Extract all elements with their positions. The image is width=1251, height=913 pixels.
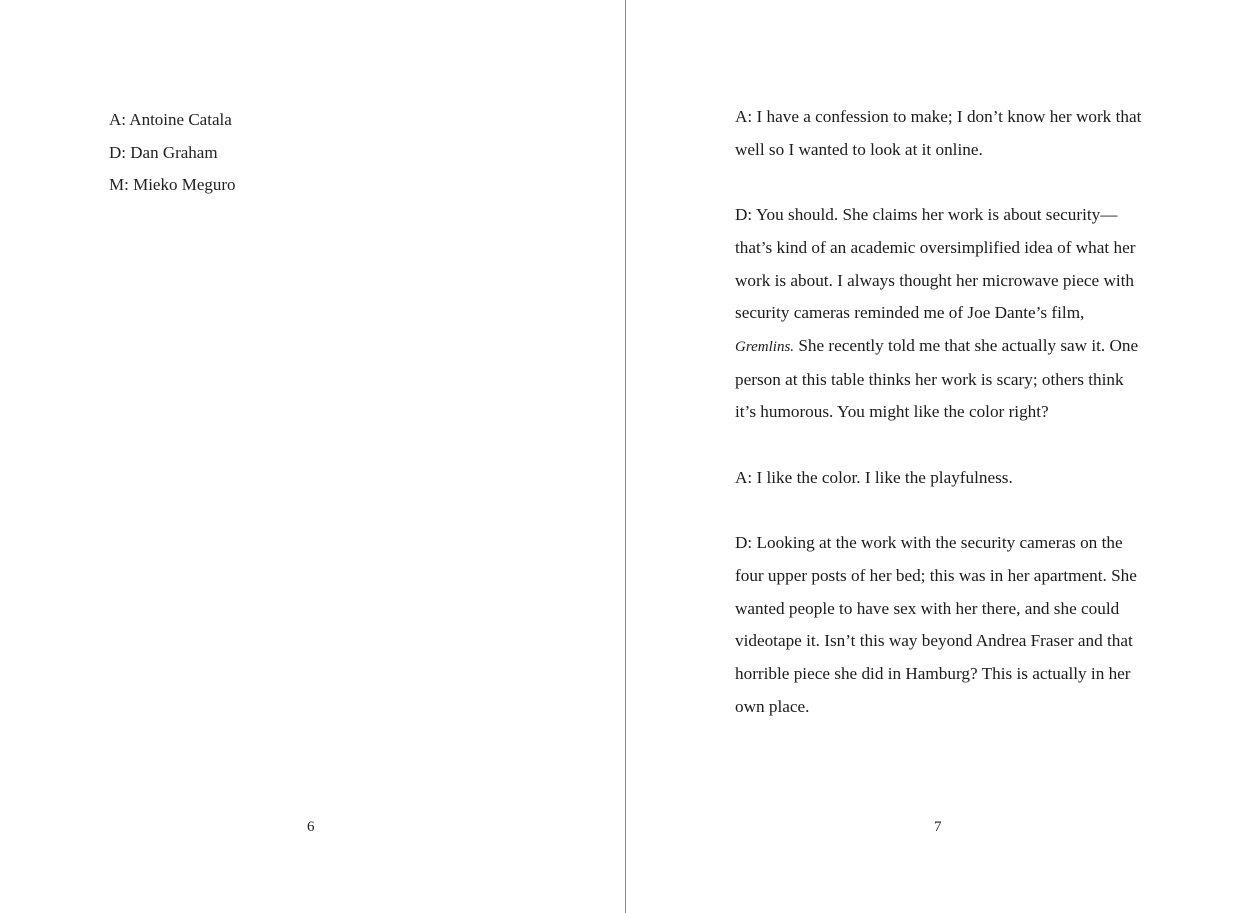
paragraph: A: I have a confession to make; I don’t know her work that well so I wanted to look at it online.	[735, 107, 1142, 159]
participant-entry: M: Mieko Meguro	[109, 175, 236, 194]
page-number: 6	[307, 819, 315, 835]
book-gutter-divider	[625, 0, 626, 913]
film-title: Gremlins.	[735, 338, 795, 355]
page-number: 7	[934, 819, 942, 835]
paragraph	[735, 199, 1145, 429]
paragraph: A: I like the color. I like the playfulness.	[735, 467, 1013, 487]
participant-entry: D: Dan Graham	[109, 142, 218, 162]
paragraph: D: Looking at the work with the security cameras on the four upper posts of her bed; this was in her apartment. She wanted people to have sex with her there, and she could videotape it. Isn’t this way beyond Andrea Fraser and that horrible piece she did in Hamburg? This is actually in her own place.	[735, 533, 1137, 716]
right-page	[627, 0, 1251, 913]
participant-entry: A: Antoine Catala	[109, 110, 232, 129]
participant-list	[109, 104, 236, 202]
left-page	[0, 0, 625, 913]
interview-text	[735, 101, 1145, 756]
paragraph-text: D: You should. She claims her work is about security—that’s kind of an academic oversimplified idea of what her work is about. I always thought her microwave piece with security cameras reminded me of Joe Dante’s film,	[735, 205, 1136, 323]
paragraph-text: She recently told me that she actually saw it. One person at this table thinks her work is scary; others think it’s humorous. You might like the color right?	[735, 335, 1139, 422]
